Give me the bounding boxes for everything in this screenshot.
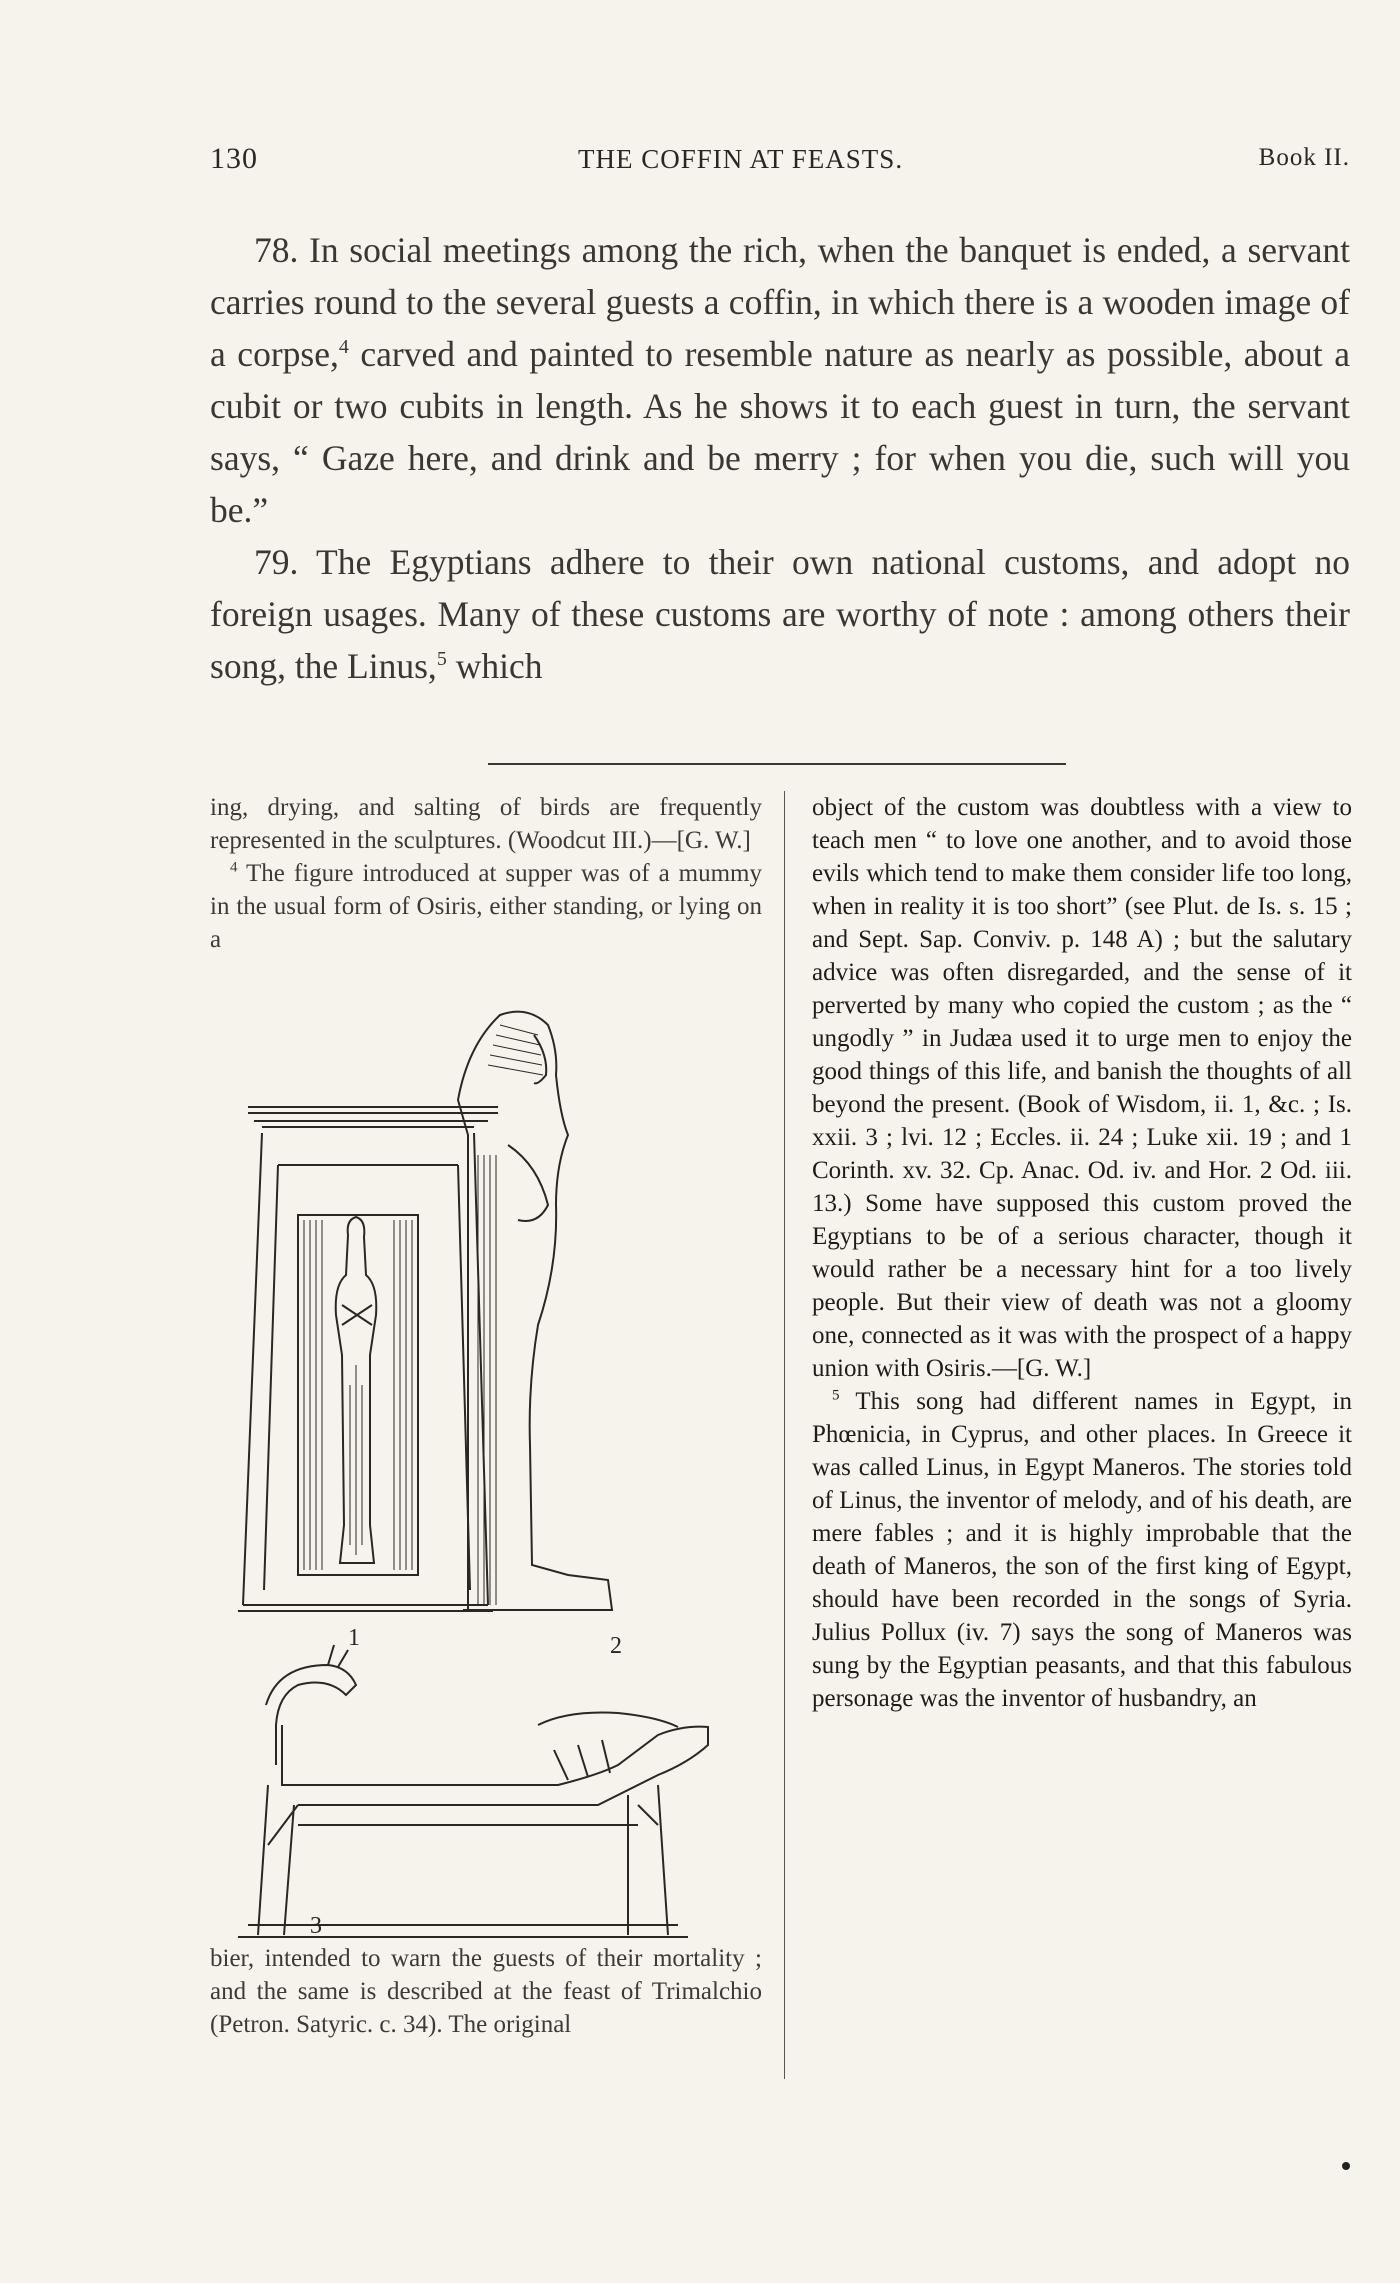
figure-label-1: 1 xyxy=(348,1625,360,1651)
footnote-column-right xyxy=(812,791,1352,1715)
footnote-continued: ing, drying, and salting of birds are frequently represented in the sculptures. (Woodcut III.)—[G. W.] xyxy=(210,794,762,854)
footnote-ref-5: 5 xyxy=(436,648,447,671)
main-text xyxy=(210,224,1350,692)
footnote-column-left-bottom xyxy=(210,1942,762,2041)
woodcut-illustration xyxy=(238,1005,758,1945)
figure-3-bier xyxy=(238,1645,708,1937)
footnote-4-marker: 4 xyxy=(230,859,238,876)
paragraph-79-text-b: which xyxy=(446,646,543,686)
ink-speck xyxy=(1342,2162,1350,2170)
footnote-rule xyxy=(488,763,1066,765)
footnote-4-continued: bier, intended to warn the guests of their mortality ; and the same is described at the feast of Trimalchio (Petron. Satyric. c. 34). The original xyxy=(210,1945,762,2038)
paragraph-78 xyxy=(210,224,1350,536)
column-divider xyxy=(784,791,785,2079)
figure-2-mummy xyxy=(458,1012,613,1610)
figure-label-3: 3 xyxy=(310,1913,322,1939)
paragraph-79 xyxy=(210,536,1350,692)
page-number: 130 xyxy=(210,142,258,175)
footnote-5-text: This song had different names in Egypt, in Phœnicia, in Cyprus, and other places. In Greece it was called Linus, in Egypt Maneros. The stories told of Linus, the inventor of melody, and of his death, are mere fables ; and it is highly improbable that the death of Maneros, the son of the first king of Egypt, should have been recorded in the songs of Syria. Julius Pollux (iv. 7) says the song of Maneros was sung by the Egyptian peasants, and that this fabulous personage was the inventor of husbandry, an xyxy=(812,1388,1352,1712)
footnote-4-text: The figure introduced at supper was of a mummy in the usual form of Osiris, either standing, or lying on a xyxy=(210,860,762,953)
footnote-column-left-top xyxy=(210,791,762,956)
paragraph-78-text-b: carved and painted to resemble nature as nearly as possible, about a cubit or two cubits in length. As he shows it to each guest in turn, the servant says, “ Gaze here, and drink and be merry ; for when you die, such will you be.” xyxy=(210,334,1350,530)
paragraph-78-text-a: 78. In social meetings among the rich, when the banquet is ended, a servant carries round to the several guests a coffin, in which there is a wooden image of a corpse, xyxy=(210,230,1350,374)
footnote-4-conclusion: object of the custom was doubtless with a view to teach men “ to love one another, and to avoid those evils which tend to make them consider life too long, when in reality it is too short” (see Plut. de Is. s. 15 ; and Sept. Sap. Conviv. p. 148 A) ; but the salutary advice was often disregarded, and the sense of it perverted by many who copied the custom ; as the “ ungodly ” in Judæa used it to urge men to enjoy the good things of this life, and banish the thoughts of all beyond the present. (Book of Wisdom, ii. 1, &c. ; Is. xxii. 3 ; lvi. 12 ; Eccles. ii. 24 ; Luke xii. 19 ; and 1 Corinth. xv. 32. Cp. Anac. Od. iv. and Hor. 2 Od. iii. 13.) Some have supposed this custom proved the Egyptians to be of a serious character, though it would rather be a necessary hint for a too lively people. But their view of death was not a gloomy one, connected as it was with the prospect of a happy union with Osiris.—[G. W.] xyxy=(812,794,1352,1382)
running-head xyxy=(210,142,1360,182)
footnote-5 xyxy=(812,1385,1352,1715)
footnote-4 xyxy=(210,857,762,956)
figure-label-2: 2 xyxy=(610,1633,622,1659)
woodcut-figure xyxy=(238,1005,758,1945)
footnote-5-marker: 5 xyxy=(832,1387,840,1404)
paragraph-79-text-a: 79. The Egyptians adhere to their own national customs, and adopt no foreign usages. Many of these customs are worthy of note : among others their song, the Linus, xyxy=(210,542,1350,686)
footnote-ref-4: 4 xyxy=(338,336,349,359)
page-title: THE COFFIN AT FEASTS. xyxy=(578,144,904,174)
figure-1-shrine xyxy=(238,1107,498,1611)
book-marker: Book II. xyxy=(1258,144,1350,171)
